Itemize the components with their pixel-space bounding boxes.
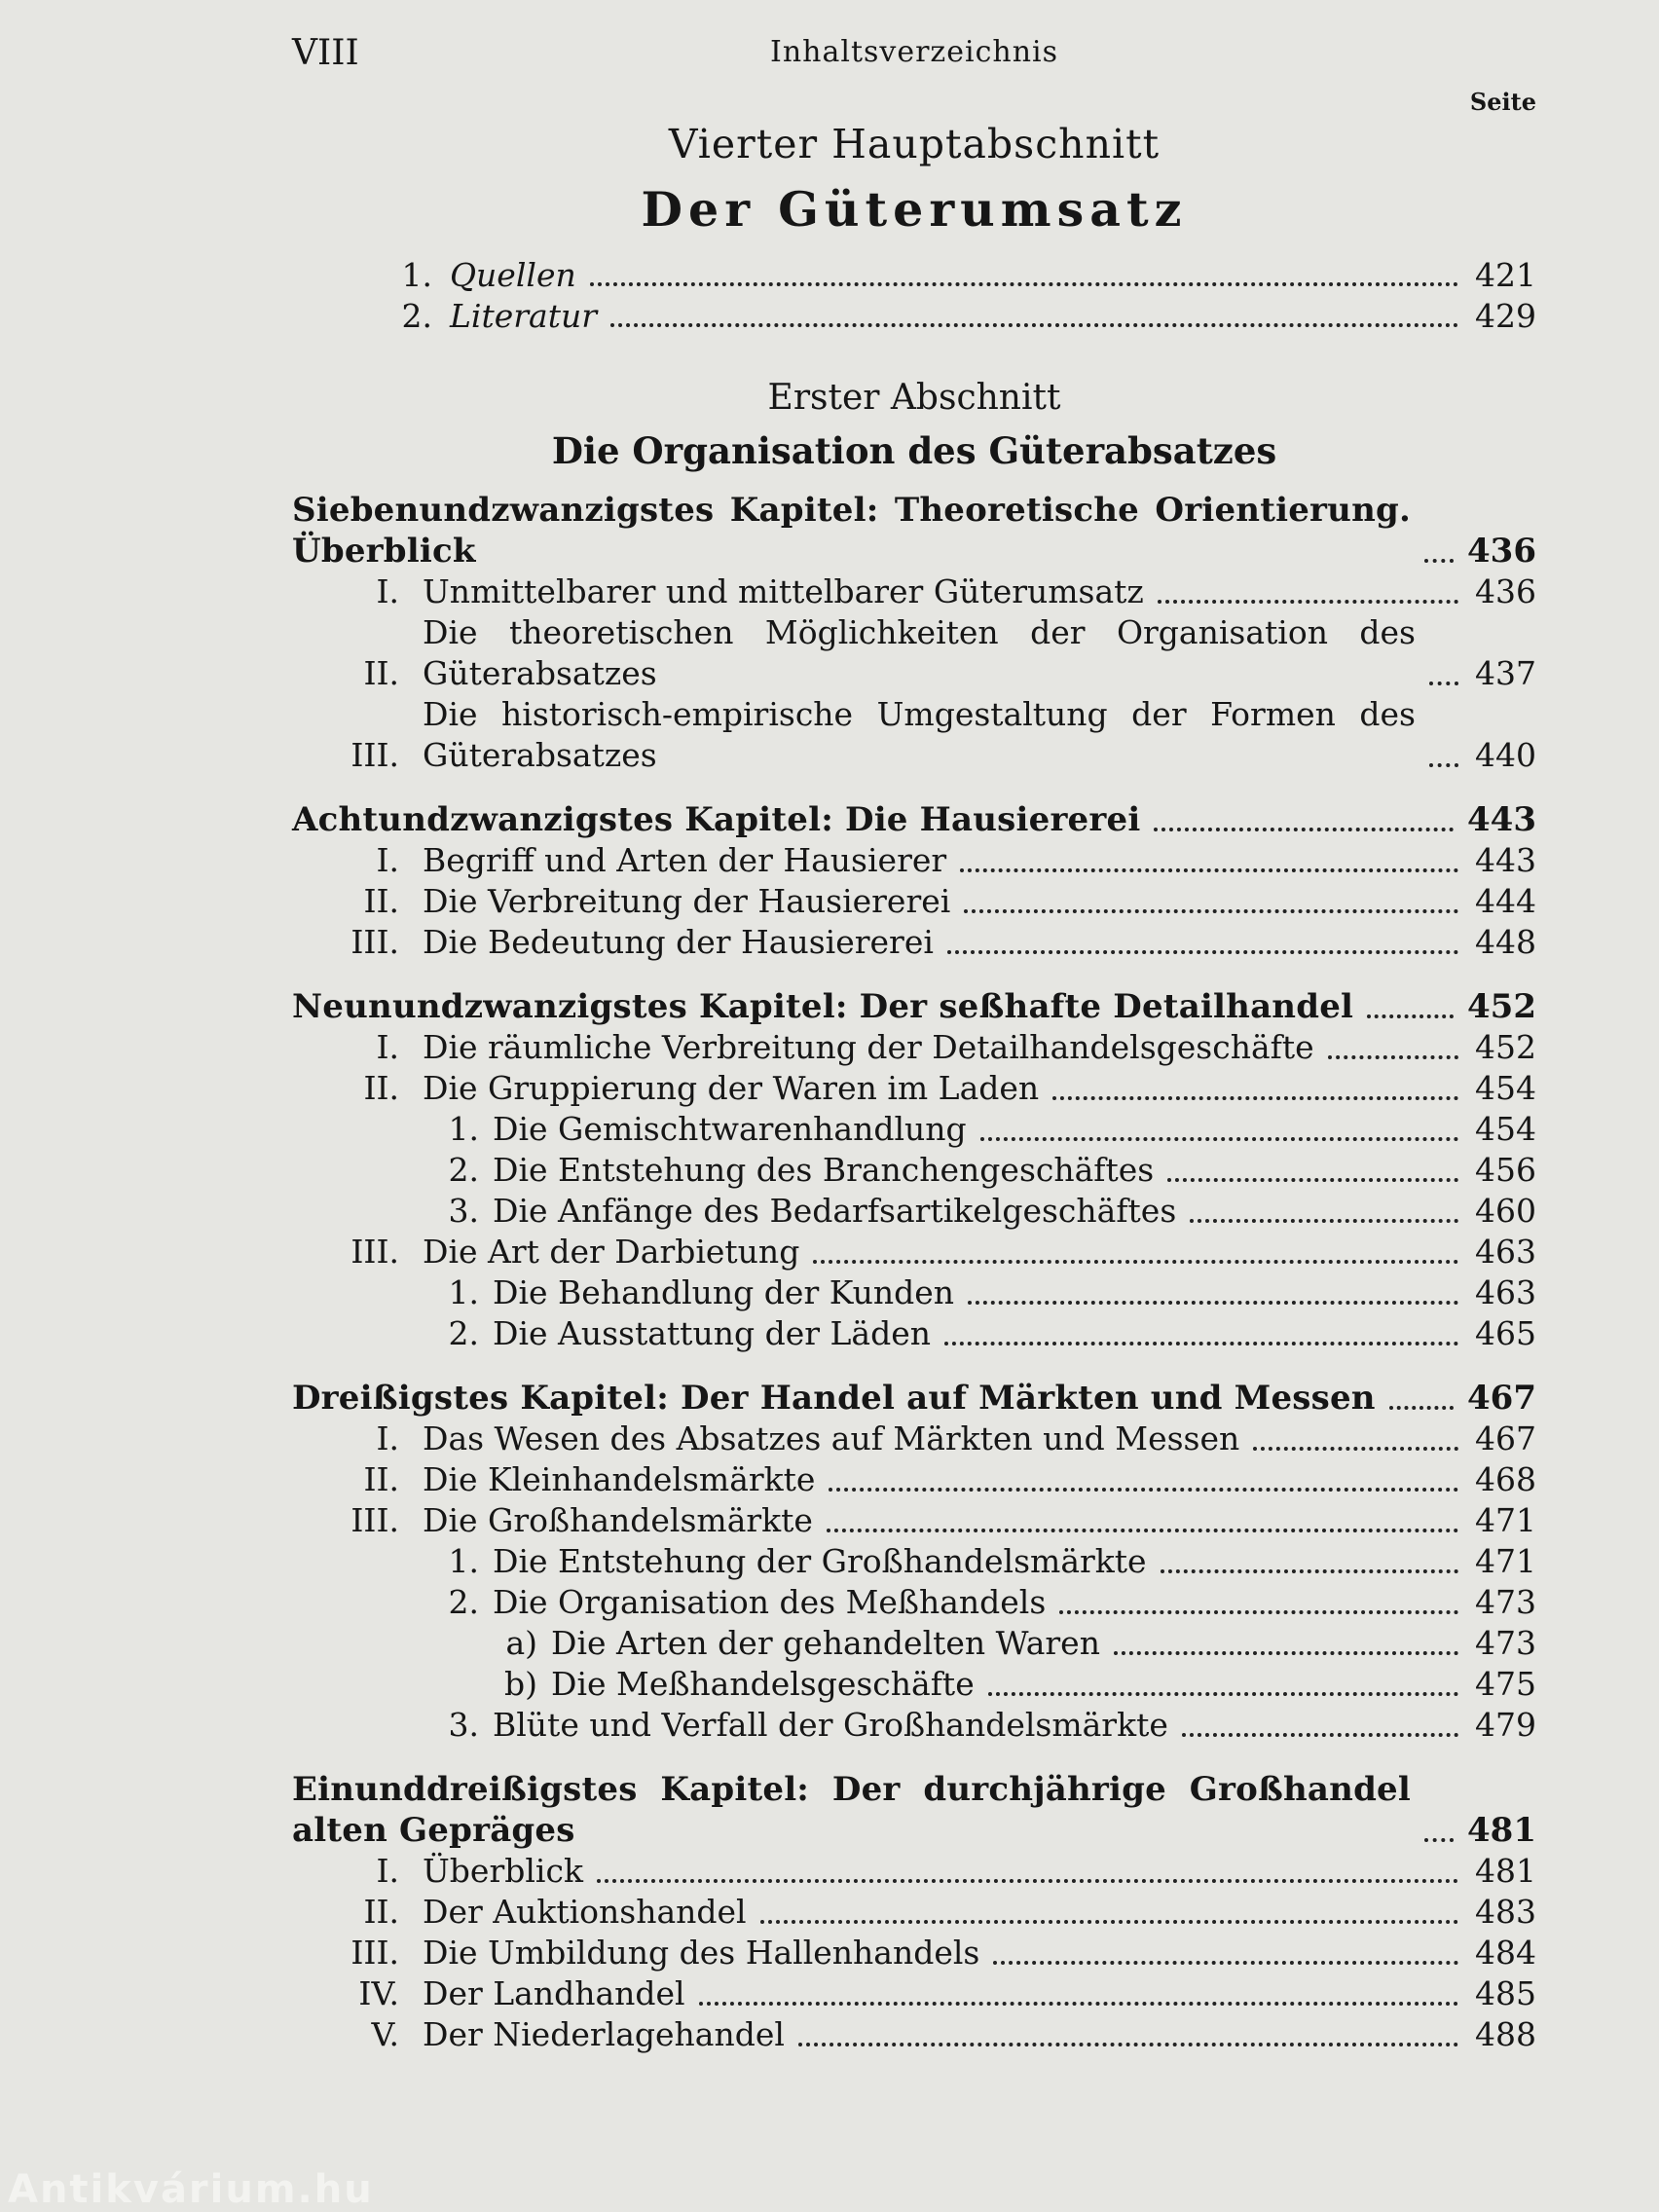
- entry-title: Die Verbreitung der Hausiererei: [423, 882, 951, 920]
- toc-entry[interactable]: [292, 881, 1536, 922]
- dot-leader: [968, 1301, 1458, 1305]
- entry-title: Die Entstehung des Branchengeschäftes: [493, 1151, 1155, 1189]
- entry-number: 1.: [448, 1273, 479, 1311]
- entry-page: 463: [1475, 1233, 1536, 1271]
- entry-page: 448: [1475, 923, 1536, 961]
- dot-leader: [947, 950, 1458, 954]
- dot-leader: [1429, 682, 1458, 685]
- entry-page: 429: [1475, 297, 1536, 335]
- entry-title: Der Auktionshandel: [423, 1893, 747, 1931]
- toc-entry[interactable]: [292, 2014, 1536, 2055]
- entry-title: Die räumliche Verbreitung der Detailhandelsgeschäfte: [423, 1028, 1314, 1066]
- chapter-page: 481: [1467, 1811, 1536, 1850]
- table-of-contents: [292, 115, 1536, 2055]
- entry-title: Die Ausstattung der Läden: [493, 1314, 931, 1352]
- dot-leader: [1424, 559, 1454, 563]
- toc-entry[interactable]: [292, 612, 1536, 694]
- toc-entry[interactable]: [292, 1191, 1536, 1232]
- part-label: Vierter Hauptabschnitt: [668, 121, 1161, 167]
- entry-title: Die Gruppierung der Waren im Laden: [423, 1069, 1040, 1107]
- entry-number: II.: [363, 1893, 399, 1931]
- toc-entry[interactable]: [292, 296, 1536, 337]
- entry-number: 1.: [448, 1542, 479, 1580]
- dot-leader: [1328, 1055, 1458, 1059]
- entry-title: Die Meßhandelsgeschäfte: [551, 1665, 975, 1703]
- entry-page: 460: [1475, 1192, 1536, 1230]
- entry-title: Blüte und Verfall der Großhandelsmärkte: [493, 1706, 1168, 1744]
- entry-number: I.: [376, 841, 399, 879]
- page-header: [292, 33, 1536, 84]
- toc-entry[interactable]: [292, 1232, 1536, 1272]
- entry-page: 488: [1475, 2015, 1536, 2053]
- running-title: Inhaltsverzeichnis: [769, 35, 1059, 69]
- entry-page: 485: [1475, 1974, 1536, 2012]
- entry-number: 2.: [448, 1151, 479, 1189]
- toc-entry[interactable]: [292, 1705, 1536, 1746]
- watermark: Antikvárium.hu: [8, 2167, 374, 2212]
- section-title: Die Organisation des Güterabsatzes: [551, 429, 1277, 472]
- entry-title: Die Bedeutung der Hausiererei: [423, 923, 934, 961]
- entry-title: Die Anfänge des Bedarfsartikelgeschäftes: [493, 1192, 1177, 1230]
- entry-title: Die historisch-empirische Umgestaltung der Formen des Güterabsatzes: [423, 695, 1416, 774]
- entry-number: b): [504, 1665, 537, 1703]
- dot-leader: [1190, 1219, 1458, 1223]
- dot-leader: [827, 1529, 1458, 1532]
- chapter-page: 467: [1467, 1379, 1536, 1418]
- toc-entry[interactable]: [292, 1973, 1536, 2014]
- entry-number: II.: [363, 1069, 399, 1107]
- entry-number: 2.: [401, 297, 432, 335]
- entry-title: Begriff und Arten der Hausierer: [423, 841, 947, 879]
- chapter-page: 452: [1467, 987, 1536, 1026]
- dot-leader: [964, 909, 1458, 913]
- entry-page: 463: [1475, 1273, 1536, 1311]
- dot-leader: [699, 2002, 1458, 2006]
- chapter-entry[interactable]: [292, 986, 1536, 1027]
- entry-number: 1.: [448, 1110, 479, 1148]
- entry-title: Die Großhandelsmärkte: [423, 1501, 813, 1539]
- toc-entry[interactable]: [292, 1419, 1536, 1459]
- toc-entry[interactable]: [292, 1313, 1536, 1354]
- toc-entry[interactable]: [292, 1109, 1536, 1150]
- toc-entry[interactable]: [292, 1664, 1536, 1705]
- dot-leader: [1429, 763, 1458, 767]
- chapter-entry[interactable]: [292, 1769, 1536, 1851]
- dot-leader: [1424, 1838, 1454, 1842]
- chapter-entry[interactable]: [292, 799, 1536, 840]
- entry-page: 454: [1475, 1110, 1536, 1148]
- entry-number: III.: [350, 923, 399, 961]
- entry-number: 1.: [401, 256, 432, 294]
- page-number: VIII: [292, 33, 359, 73]
- dot-leader: [590, 282, 1458, 286]
- entry-title: Überblick: [423, 1852, 583, 1890]
- entry-number: a): [505, 1624, 537, 1662]
- entry-page: 483: [1475, 1893, 1536, 1931]
- dot-leader: [1161, 1569, 1458, 1573]
- entry-title: Die Entstehung der Großhandelsmärkte: [493, 1542, 1147, 1580]
- entry-title: Unmittelbarer und mittelbarer Güterumsatz: [423, 572, 1144, 610]
- entry-title: Der Landhandel: [423, 1974, 685, 2012]
- dot-leader: [988, 1692, 1458, 1696]
- chapter-list: [292, 490, 1536, 2055]
- entry-title: Die Gemischtwarenhandlung: [493, 1110, 967, 1148]
- entry-page: 444: [1475, 882, 1536, 920]
- entry-number: I.: [376, 1852, 399, 1890]
- entry-page: 467: [1475, 1419, 1536, 1457]
- toc-entry[interactable]: [292, 1892, 1536, 1933]
- entry-page: 452: [1475, 1028, 1536, 1066]
- toc-entry[interactable]: [292, 1933, 1536, 1973]
- dot-leader: [960, 868, 1458, 872]
- entry-number: III.: [350, 1934, 399, 1972]
- entry-number: 3.: [448, 1706, 479, 1744]
- entry-title: Der Niederlagehandel: [423, 2015, 785, 2053]
- entry-page: 465: [1475, 1314, 1536, 1352]
- entry-page: 456: [1475, 1151, 1536, 1189]
- dot-leader: [597, 1879, 1458, 1883]
- toc-entry[interactable]: [292, 255, 1536, 296]
- dot-leader: [1158, 600, 1458, 604]
- entry-number: I.: [376, 572, 399, 610]
- toc-entry[interactable]: [292, 694, 1536, 776]
- entry-number: II.: [363, 654, 399, 692]
- page-column-label: Seite: [1469, 88, 1536, 116]
- section-label: Erster Abschnitt: [767, 378, 1061, 418]
- dot-leader: [798, 2043, 1458, 2046]
- entry-page: 440: [1475, 736, 1536, 774]
- entry-title: Die Kleinhandelsmärkte: [423, 1460, 816, 1498]
- dot-leader: [1167, 1178, 1458, 1182]
- entry-page: 436: [1475, 572, 1536, 610]
- entry-title: Die Arten der gehandelten Waren: [551, 1624, 1100, 1662]
- dot-leader: [1059, 1610, 1458, 1614]
- dot-leader: [1182, 1733, 1458, 1737]
- chapter-title: Achtundzwanzigstes Kapitel: Die Hausiererei: [292, 800, 1141, 839]
- chapter-title: Einunddreißigstes Kapitel: Der durchjährige Großhandel alten Gepräges: [292, 1770, 1412, 1850]
- toc-entry[interactable]: [292, 1459, 1536, 1500]
- entry-page: 481: [1475, 1852, 1536, 1890]
- chapter-title: Dreißigstes Kapitel: Der Handel auf Märkten und Messen: [292, 1379, 1376, 1418]
- toc-entry[interactable]: [292, 1027, 1536, 1068]
- toc-entry[interactable]: [292, 1582, 1536, 1623]
- entry-title: Literatur: [450, 297, 597, 335]
- dot-leader: [1389, 1406, 1454, 1410]
- dot-leader: [944, 1342, 1458, 1346]
- chapter-title: Neunundzwanzigstes Kapitel: Der seßhafte Detailhandel: [292, 987, 1354, 1026]
- toc-entry[interactable]: [292, 1623, 1536, 1664]
- dot-leader: [1114, 1651, 1458, 1655]
- entry-number: II.: [363, 882, 399, 920]
- toc-entry[interactable]: [292, 1272, 1536, 1313]
- entry-page: 421: [1475, 256, 1536, 294]
- dot-leader: [993, 1961, 1458, 1965]
- dot-leader: [980, 1137, 1458, 1141]
- entry-page: 471: [1475, 1501, 1536, 1539]
- entry-page: 479: [1475, 1706, 1536, 1744]
- toc-entry[interactable]: [292, 1500, 1536, 1541]
- entry-number: IV.: [358, 1974, 399, 2012]
- entry-page: 471: [1475, 1542, 1536, 1580]
- dot-leader: [1154, 828, 1454, 831]
- dot-leader: [760, 1920, 1458, 1924]
- toc-entry[interactable]: [292, 922, 1536, 963]
- entry-page: 437: [1475, 654, 1536, 692]
- dot-leader: [610, 323, 1458, 327]
- entry-title: Das Wesen des Absatzes auf Märkten und Messen: [423, 1419, 1240, 1457]
- toc-entry[interactable]: [292, 571, 1536, 612]
- entry-page: 484: [1475, 1934, 1536, 1972]
- entry-number: II.: [363, 1460, 399, 1498]
- entry-number: I.: [376, 1028, 399, 1066]
- entry-page: 468: [1475, 1460, 1536, 1498]
- entry-page: 473: [1475, 1583, 1536, 1621]
- entry-title: Die theoretischen Möglichkeiten der Organisation des Güterabsatzes: [423, 613, 1416, 692]
- part-title: Der Güterumsatz: [641, 181, 1188, 238]
- entry-title: Quellen: [450, 256, 576, 294]
- chapter-page: 436: [1467, 532, 1536, 571]
- entry-page: 473: [1475, 1624, 1536, 1662]
- dot-leader: [1052, 1096, 1458, 1100]
- entry-title: Die Behandlung der Kunden: [493, 1273, 955, 1311]
- toc-entry[interactable]: [292, 1150, 1536, 1191]
- entry-number: III.: [350, 736, 399, 774]
- toc-entry[interactable]: [292, 1541, 1536, 1582]
- entry-number: 3.: [448, 1192, 479, 1230]
- entry-number: III.: [350, 1501, 399, 1539]
- toc-entry[interactable]: [292, 1851, 1536, 1892]
- dot-leader: [1367, 1014, 1454, 1018]
- entry-title: Die Organisation des Meßhandels: [493, 1583, 1047, 1621]
- dot-leader: [813, 1260, 1458, 1264]
- toc-entry[interactable]: [292, 840, 1536, 881]
- chapter-title: Siebenundzwanzigstes Kapitel: Theoretische Orientierung. Überblick: [292, 491, 1412, 571]
- toc-entry[interactable]: [292, 1068, 1536, 1109]
- dot-leader: [1253, 1447, 1458, 1451]
- entry-page: 443: [1475, 841, 1536, 879]
- entry-title: Die Art der Darbietung: [423, 1233, 800, 1271]
- entry-number: III.: [350, 1233, 399, 1271]
- entry-number: V.: [371, 2015, 399, 2053]
- entry-number: 2.: [448, 1314, 479, 1352]
- chapter-entry[interactable]: [292, 490, 1536, 571]
- chapter-entry[interactable]: [292, 1378, 1536, 1419]
- dot-leader: [829, 1488, 1458, 1492]
- chapter-page: 443: [1467, 800, 1536, 839]
- entry-title: Die Umbildung des Hallenhandels: [423, 1934, 980, 1972]
- entry-page: 475: [1475, 1665, 1536, 1703]
- entry-number: 2.: [448, 1583, 479, 1621]
- entry-page: 454: [1475, 1069, 1536, 1107]
- entry-number: I.: [376, 1419, 399, 1457]
